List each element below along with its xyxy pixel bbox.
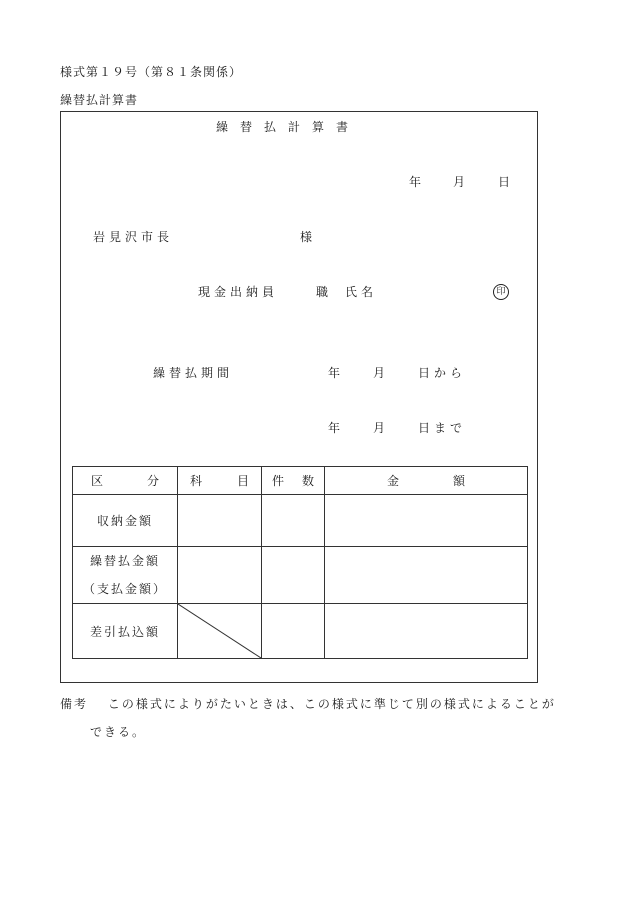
- summary-table: [72, 466, 528, 659]
- form-name: 繰替払計算書: [60, 93, 139, 107]
- date-day: 日: [498, 175, 512, 189]
- period-to-year: 年: [328, 421, 342, 435]
- header-subject-2: 目: [236, 474, 249, 488]
- form-number: 様式第１９号（第８１条関係）: [60, 65, 243, 79]
- period-from-day: 日から: [418, 366, 467, 380]
- header-count-2: 数: [301, 474, 314, 488]
- row-advance-amount: [325, 547, 528, 604]
- row-received-subject: [178, 495, 262, 547]
- row-balance-amount: [325, 604, 528, 659]
- row-advance-subject: [178, 547, 262, 604]
- header-category-1: 区: [91, 474, 104, 488]
- period-from-year: 年: [328, 366, 342, 380]
- period-to-day: 日まで: [418, 421, 467, 435]
- row-balance-count: [262, 604, 325, 659]
- period-label: 繰替払期間: [153, 366, 234, 380]
- row-advance-count: [262, 547, 325, 604]
- date-month: 月: [453, 175, 467, 189]
- header-category-2: 分: [146, 474, 159, 488]
- row-label-advance-main: 繰替払金額: [89, 554, 160, 568]
- table-row: [73, 604, 528, 659]
- remarks-text-2: できる。: [90, 725, 147, 739]
- header-count: [262, 467, 325, 495]
- table-row: [73, 495, 528, 547]
- header-category: [73, 467, 178, 495]
- date-year: 年: [409, 175, 423, 189]
- period-to-month: 月: [373, 421, 387, 435]
- seal-mark: 印: [493, 284, 509, 300]
- row-label-balance: 差引払込額: [73, 604, 178, 659]
- row-label-advance-sub: （支払金額）: [82, 582, 167, 596]
- header-amount-1: 金: [387, 474, 400, 488]
- addressee: 岩見沢市長: [93, 230, 174, 244]
- row-received-amount: [325, 495, 528, 547]
- header-amount-2: 額: [452, 474, 465, 488]
- table-row: [73, 547, 528, 604]
- period-from-month: 月: [373, 366, 387, 380]
- issuer-position: 職: [316, 285, 330, 299]
- header-subject: [178, 467, 262, 495]
- header-count-1: 件: [272, 474, 285, 488]
- remarks-text-1: この様式によりがたいときは、この様式に準じて別の様式によることが: [107, 697, 556, 711]
- addressee-honorific: 様: [300, 230, 314, 244]
- header-subject-1: 科: [190, 474, 203, 488]
- issuer-role: 現金出納員: [198, 285, 279, 299]
- form-title: 繰替払計算書: [216, 120, 361, 134]
- row-received-count: [262, 495, 325, 547]
- diagonal-line: [178, 604, 261, 658]
- remarks-label: 備考: [60, 697, 89, 711]
- issuer-name: 氏名: [345, 285, 378, 299]
- header-amount: [325, 467, 528, 495]
- remarks: [60, 690, 580, 746]
- row-label-received: 収納金額: [73, 495, 178, 547]
- row-label-advance: [73, 547, 178, 604]
- table-header-row: [73, 467, 528, 495]
- row-balance-subject-diagonal: [178, 604, 262, 659]
